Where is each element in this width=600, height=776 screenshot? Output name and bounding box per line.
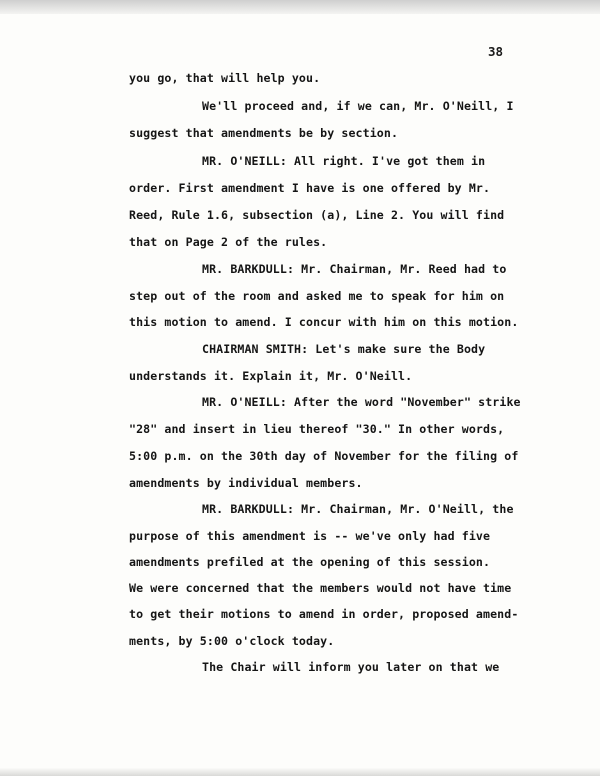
page-number: 38 (488, 44, 504, 59)
text-line: that on Page 2 of the rules. (129, 235, 328, 249)
text-line: understands it. Explain it, Mr. O'Neill. (129, 369, 413, 383)
text-line: MR. O'NEILL: All right. I've got them in (202, 154, 486, 168)
text-line: to get their motions to amend in order, proposed amend- (129, 607, 519, 621)
text-line: We were concerned that the members would not have time (129, 581, 512, 595)
text-line: purpose of this amendment is -- we've only had five (129, 529, 491, 543)
text-line: ments, by 5:00 o'clock today. (129, 634, 335, 648)
page-bottom-edge (0, 768, 600, 776)
text-line: you go, that will help you. (129, 71, 321, 85)
text-line: "28" and insert in lieu thereof "30." In other words, (129, 422, 505, 436)
text-line: 5:00 p.m. on the 30th day of November for the filing of (129, 449, 519, 463)
text-line: The Chair will inform you later on that we (202, 660, 500, 674)
text-line: amendments by individual members. (129, 476, 363, 490)
text-line: suggest that amendments be by section. (129, 126, 399, 140)
text-line: Reed, Rule 1.6, subsection (a), Line 2. You will find (129, 208, 505, 222)
text-line: CHAIRMAN SMITH: Let's make sure the Body (202, 342, 486, 356)
text-line: MR. BARKDULL: Mr. Chairman, Mr. Reed had to (202, 262, 507, 276)
page-top-edge (0, 0, 600, 14)
text-line: MR. O'NEILL: After the word "November" strike (202, 395, 521, 409)
text-line: MR. BARKDULL: Mr. Chairman, Mr. O'Neill, the (202, 502, 514, 516)
text-line: We'll proceed and, if we can, Mr. O'Neill, I (202, 99, 514, 113)
text-line: step out of the room and asked me to speak for him on (129, 289, 505, 303)
text-line: order. First amendment I have is one offered by Mr. (129, 181, 491, 195)
text-line: amendments prefiled at the opening of this session. (129, 555, 491, 569)
text-line: this motion to amend. I concur with him on this motion. (129, 315, 519, 329)
